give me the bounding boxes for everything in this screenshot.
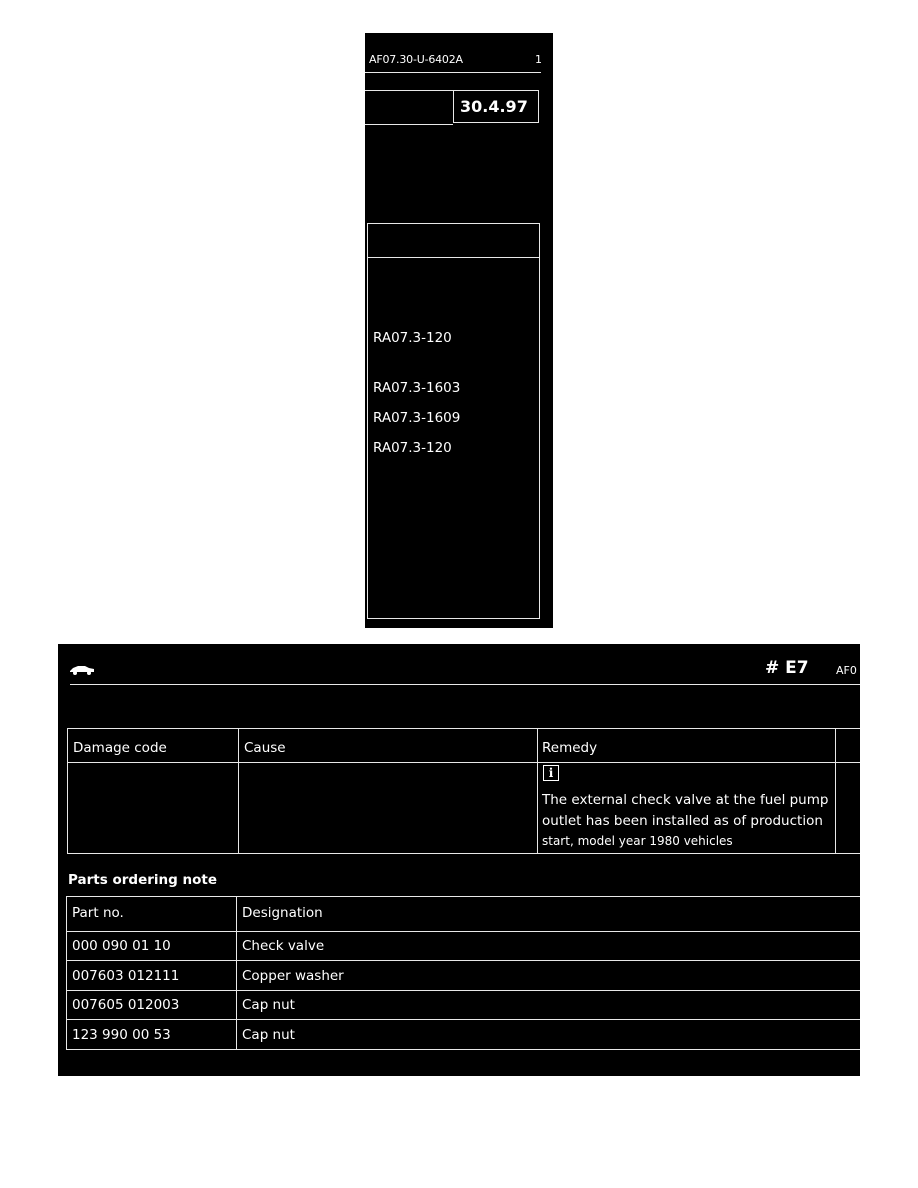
table-rule	[67, 728, 860, 729]
column-header-designation: Designation	[242, 905, 323, 921]
header-rule	[365, 72, 541, 73]
part-designation: Cap nut	[242, 1027, 295, 1043]
part-number: 007603 012111	[72, 968, 180, 984]
document-id: AF07.30-U-6402A	[369, 53, 463, 66]
reference-item: RA07.3-1609	[373, 410, 461, 426]
part-designation: Check valve	[242, 938, 325, 954]
table-rule	[66, 896, 67, 1050]
remedy-line: The external check valve at the fuel pump	[542, 792, 829, 808]
remedy-text	[542, 790, 832, 852]
part-number: 000 090 01 10	[72, 938, 171, 954]
header-rule	[70, 684, 860, 685]
column-header-cause: Cause	[244, 740, 286, 756]
remedy-line: start, model year 1980 vehicles	[542, 834, 733, 848]
column-header-remedy: Remedy	[542, 740, 598, 756]
reference-item: RA07.3-120	[373, 330, 452, 346]
table-rule	[67, 728, 68, 854]
page-number: 1	[535, 53, 542, 66]
part-number: 123 990 00 53	[72, 1027, 171, 1043]
date-field-left	[365, 90, 453, 125]
document-header-strip	[365, 33, 553, 628]
reference-item: RA07.3-1603	[373, 380, 461, 396]
table-rule	[66, 990, 860, 991]
af-code: AF0	[836, 664, 857, 677]
empty-box	[367, 223, 540, 258]
table-rule	[835, 728, 836, 854]
column-header-damage-code: Damage code	[73, 740, 167, 756]
table-rule	[66, 931, 860, 932]
remedy-line: outlet has been installed as of production	[542, 812, 823, 829]
info-icon: i	[543, 765, 559, 781]
table-rule	[66, 1049, 860, 1050]
table-rule	[66, 960, 860, 961]
references-box	[367, 257, 540, 619]
reference-item: RA07.3-120	[373, 440, 452, 456]
table-rule	[67, 853, 860, 854]
table-rule	[67, 762, 860, 763]
damage-number: # E7	[765, 658, 809, 678]
parts-ordering-title: Parts ordering note	[68, 872, 217, 888]
part-designation: Cap nut	[242, 997, 295, 1013]
repair-sheet	[58, 644, 860, 1076]
date-box	[453, 90, 539, 123]
table-rule	[66, 896, 860, 897]
part-designation: Copper washer	[242, 968, 344, 984]
table-rule	[236, 896, 237, 1050]
car-icon	[68, 662, 96, 676]
column-header-part-no: Part no.	[72, 905, 124, 921]
table-rule	[238, 728, 239, 854]
table-rule	[537, 728, 538, 854]
document-date: 30.4.97	[460, 97, 528, 116]
part-number: 007605 012003	[72, 997, 180, 1013]
table-rule	[66, 1019, 860, 1020]
